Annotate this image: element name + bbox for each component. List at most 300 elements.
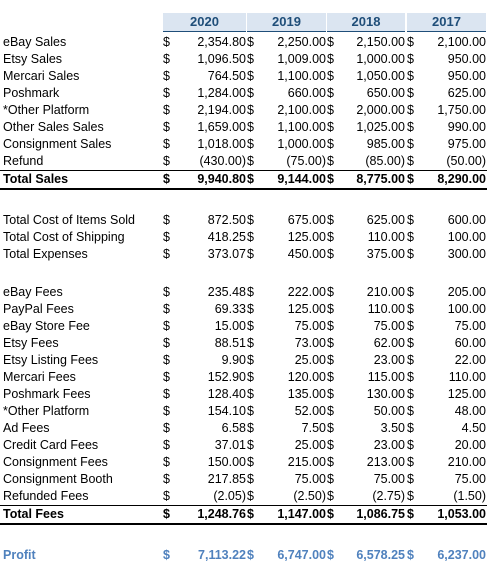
total-sales-row: [0, 171, 499, 188]
fee-row: [0, 437, 499, 454]
value-cell-2018: [327, 246, 405, 263]
total-fees-bottom-border: [0, 523, 487, 525]
currency-symbol: $: [327, 302, 334, 316]
row-label: Mercari Fees: [3, 370, 76, 384]
amount: 2,000.00: [356, 103, 405, 117]
amount: 25.00: [294, 353, 326, 367]
year-header-2017: 2017: [407, 13, 486, 32]
value-cell-2019: [247, 136, 326, 153]
sales-row: [0, 102, 499, 119]
amount: 6,578.25: [356, 548, 405, 562]
currency-symbol: $: [163, 103, 170, 117]
value-cell-2018: [327, 171, 405, 188]
sales-row: [0, 51, 499, 68]
currency-symbol: $: [163, 438, 170, 452]
currency-symbol: $: [407, 455, 414, 469]
amount: 8,775.00: [356, 172, 405, 186]
currency-symbol: $: [407, 52, 414, 66]
currency-symbol: $: [327, 230, 334, 244]
amount: 9,940.80: [197, 172, 246, 186]
row-label: *Other Platform: [3, 103, 90, 117]
row-label: eBay Store Fee: [3, 319, 90, 333]
row-label: Profit: [3, 548, 36, 562]
value-cell-2018: [327, 229, 405, 246]
amount: 150.00: [207, 455, 246, 469]
amount: 9.90: [221, 353, 246, 367]
amount: 152.90: [207, 370, 246, 384]
amount: 125.00: [287, 230, 326, 244]
value-cell-2017: [407, 212, 486, 229]
amount: 100.00: [447, 230, 486, 244]
value-cell-2018: [327, 369, 405, 386]
currency-symbol: $: [407, 213, 414, 227]
value-cell-2020: [163, 153, 246, 170]
fee-row: [0, 284, 499, 301]
amount: 300.00: [447, 247, 486, 261]
amount: 1,750.00: [437, 103, 486, 117]
value-cell-2017: [407, 85, 486, 102]
amount: 1,147.00: [277, 507, 326, 521]
row-label: Consignment Booth: [3, 472, 113, 486]
row-label: Total Fees: [3, 507, 64, 521]
value-cell-2018: [327, 318, 405, 335]
amount: 1,018.00: [197, 137, 246, 151]
amount: 210.00: [366, 285, 405, 299]
row-label: Consignment Fees: [3, 455, 108, 469]
value-cell-2019: [247, 85, 326, 102]
fee-row: [0, 369, 499, 386]
currency-symbol: $: [327, 137, 334, 151]
currency-symbol: $: [407, 438, 414, 452]
value-cell-2020: [163, 506, 246, 523]
value-cell-2019: [247, 437, 326, 454]
value-cell-2019: [247, 301, 326, 318]
value-cell-2020: [163, 420, 246, 437]
amount: (85.00): [365, 154, 405, 168]
currency-symbol: $: [247, 137, 254, 151]
currency-symbol: $: [247, 285, 254, 299]
amount: 764.50: [207, 69, 246, 83]
value-cell-2017: [407, 335, 486, 352]
amount: 6.58: [221, 421, 246, 435]
value-cell-2019: [247, 212, 326, 229]
value-cell-2017: [407, 369, 486, 386]
value-cell-2018: [327, 454, 405, 471]
row-label: eBay Fees: [3, 285, 63, 299]
currency-symbol: $: [247, 86, 254, 100]
currency-symbol: $: [247, 507, 254, 521]
amount: 48.00: [454, 404, 486, 418]
currency-symbol: $: [327, 548, 334, 562]
fee-row: [0, 488, 499, 505]
fee-row: [0, 420, 499, 437]
amount: 213.00: [366, 455, 405, 469]
currency-symbol: $: [247, 336, 254, 350]
amount: 130.00: [366, 387, 405, 401]
value-cell-2020: [163, 471, 246, 488]
amount: 625.00: [366, 213, 405, 227]
currency-symbol: $: [163, 336, 170, 350]
amount: 235.48: [207, 285, 246, 299]
row-label: Poshmark: [3, 86, 60, 100]
row-label: eBay Sales: [3, 35, 67, 49]
value-cell-2020: [163, 171, 246, 188]
currency-symbol: $: [163, 86, 170, 100]
row-label: Total Cost of Shipping: [3, 230, 125, 244]
amount: 2,150.00: [356, 35, 405, 49]
currency-symbol: $: [327, 154, 334, 168]
currency-symbol: $: [327, 387, 334, 401]
amount: 2,250.00: [277, 35, 326, 49]
value-cell-2020: [163, 547, 246, 564]
currency-symbol: $: [327, 247, 334, 261]
value-cell-2017: [407, 318, 486, 335]
amount: 8,290.00: [437, 172, 486, 186]
currency-symbol: $: [327, 421, 334, 435]
sales-row: [0, 119, 499, 136]
currency-symbol: $: [247, 438, 254, 452]
currency-symbol: $: [163, 421, 170, 435]
value-cell-2017: [407, 403, 486, 420]
value-cell-2019: [247, 318, 326, 335]
currency-symbol: $: [247, 230, 254, 244]
amount: (2.50): [293, 489, 326, 503]
row-label: Ad Fees: [3, 421, 50, 435]
currency-symbol: $: [163, 455, 170, 469]
amount: 9,144.00: [277, 172, 326, 186]
currency-symbol: $: [247, 103, 254, 117]
amount: 75.00: [454, 472, 486, 486]
fee-row: [0, 471, 499, 488]
amount: (75.00): [286, 154, 326, 168]
amount: 1,096.50: [197, 52, 246, 66]
amount: 6,237.00: [437, 548, 486, 562]
currency-symbol: $: [163, 387, 170, 401]
value-cell-2018: [327, 352, 405, 369]
amount: 1,009.00: [277, 52, 326, 66]
value-cell-2017: [407, 506, 486, 523]
amount: 75.00: [373, 472, 405, 486]
currency-symbol: $: [247, 489, 254, 503]
value-cell-2020: [163, 454, 246, 471]
amount: 950.00: [447, 52, 486, 66]
currency-symbol: $: [247, 353, 254, 367]
amount: 75.00: [454, 319, 486, 333]
value-cell-2017: [407, 454, 486, 471]
amount: 375.00: [366, 247, 405, 261]
value-cell-2017: [407, 153, 486, 170]
amount: 222.00: [287, 285, 326, 299]
currency-symbol: $: [163, 404, 170, 418]
amount: 100.00: [447, 302, 486, 316]
amount: (2.05): [213, 489, 246, 503]
currency-symbol: $: [327, 120, 334, 134]
value-cell-2019: [247, 229, 326, 246]
row-label: Etsy Sales: [3, 52, 63, 66]
value-cell-2020: [163, 335, 246, 352]
value-cell-2017: [407, 420, 486, 437]
fee-row: [0, 454, 499, 471]
amount: 650.00: [366, 86, 405, 100]
currency-symbol: $: [163, 137, 170, 151]
amount: 125.00: [287, 302, 326, 316]
currency-symbol: $: [247, 247, 254, 261]
value-cell-2017: [407, 301, 486, 318]
currency-symbol: $: [163, 172, 170, 186]
value-cell-2019: [247, 488, 326, 505]
amount: 418.25: [207, 230, 246, 244]
value-cell-2018: [327, 471, 405, 488]
currency-symbol: $: [163, 213, 170, 227]
sales-row: [0, 68, 499, 85]
fee-row: [0, 386, 499, 403]
amount: 675.00: [287, 213, 326, 227]
currency-symbol: $: [247, 404, 254, 418]
amount: (430.00): [199, 154, 246, 168]
amount: 120.00: [287, 370, 326, 384]
value-cell-2018: [327, 488, 405, 505]
currency-symbol: $: [407, 69, 414, 83]
value-cell-2018: [327, 68, 405, 85]
value-cell-2020: [163, 437, 246, 454]
amount: 373.07: [207, 247, 246, 261]
value-cell-2018: [327, 119, 405, 136]
value-cell-2020: [163, 386, 246, 403]
value-cell-2019: [247, 68, 326, 85]
value-cell-2019: [247, 386, 326, 403]
currency-symbol: $: [407, 86, 414, 100]
value-cell-2018: [327, 301, 405, 318]
sales-row: [0, 34, 499, 51]
amount: (50.00): [446, 154, 486, 168]
amount: 625.00: [447, 86, 486, 100]
amount: 128.40: [207, 387, 246, 401]
row-label: Consignment Sales: [3, 137, 112, 151]
amount: 62.00: [373, 336, 405, 350]
currency-symbol: $: [247, 302, 254, 316]
currency-symbol: $: [327, 455, 334, 469]
amount: 205.00: [447, 285, 486, 299]
value-cell-2018: [327, 420, 405, 437]
value-cell-2020: [163, 136, 246, 153]
value-cell-2019: [247, 246, 326, 263]
amount: 217.85: [207, 472, 246, 486]
amount: 115.00: [367, 370, 405, 384]
value-cell-2020: [163, 352, 246, 369]
amount: 22.00: [454, 353, 486, 367]
amount: 2,194.00: [197, 103, 246, 117]
fee-row: [0, 318, 499, 335]
amount: 2,100.00: [277, 103, 326, 117]
value-cell-2018: [327, 284, 405, 301]
currency-symbol: $: [247, 421, 254, 435]
value-cell-2017: [407, 51, 486, 68]
currency-symbol: $: [163, 548, 170, 562]
fee-row: [0, 403, 499, 420]
row-label: Refund: [3, 154, 44, 168]
value-cell-2018: [327, 386, 405, 403]
currency-symbol: $: [163, 35, 170, 49]
amount: 990.00: [447, 120, 486, 134]
value-cell-2020: [163, 51, 246, 68]
amount: 2,354.80: [197, 35, 246, 49]
amount: 50.00: [373, 404, 405, 418]
currency-symbol: $: [407, 285, 414, 299]
currency-symbol: $: [327, 52, 334, 66]
value-cell-2018: [327, 136, 405, 153]
sales-row: [0, 136, 499, 153]
row-label: PayPal Fees: [3, 302, 74, 316]
value-cell-2018: [327, 85, 405, 102]
currency-symbol: $: [407, 172, 414, 186]
amount: 985.00: [366, 137, 405, 151]
amount: 1,100.00: [277, 120, 326, 134]
currency-symbol: $: [247, 472, 254, 486]
value-cell-2018: [327, 335, 405, 352]
sales-row: [0, 85, 499, 102]
value-cell-2017: [407, 34, 486, 51]
amount: 215.00: [287, 455, 326, 469]
value-cell-2019: [247, 119, 326, 136]
amount: 1,248.76: [197, 507, 246, 521]
amount: 600.00: [447, 213, 486, 227]
currency-symbol: $: [163, 472, 170, 486]
amount: 7.50: [301, 421, 326, 435]
amount: 52.00: [294, 404, 326, 418]
currency-symbol: $: [407, 472, 414, 486]
currency-symbol: $: [407, 353, 414, 367]
amount: 1,000.00: [356, 52, 405, 66]
currency-symbol: $: [163, 154, 170, 168]
value-cell-2018: [327, 506, 405, 523]
amount: 23.00: [373, 438, 405, 452]
amount: 75.00: [294, 319, 326, 333]
value-cell-2020: [163, 212, 246, 229]
value-cell-2020: [163, 403, 246, 420]
value-cell-2019: [247, 547, 326, 564]
currency-symbol: $: [407, 247, 414, 261]
row-label: *Other Platform: [3, 404, 90, 418]
amount: 110.00: [367, 302, 405, 316]
amount: 25.00: [294, 438, 326, 452]
fee-row: [0, 301, 499, 318]
value-cell-2019: [247, 284, 326, 301]
currency-symbol: $: [407, 230, 414, 244]
currency-symbol: $: [407, 507, 414, 521]
currency-symbol: $: [327, 285, 334, 299]
year-header-2018: 2018: [327, 13, 405, 32]
value-cell-2019: [247, 34, 326, 51]
value-cell-2018: [327, 547, 405, 564]
currency-symbol: $: [407, 154, 414, 168]
currency-symbol: $: [163, 120, 170, 134]
amount: 450.00: [287, 247, 326, 261]
value-cell-2019: [247, 506, 326, 523]
value-cell-2018: [327, 102, 405, 119]
value-cell-2017: [407, 102, 486, 119]
currency-symbol: $: [247, 172, 254, 186]
value-cell-2020: [163, 229, 246, 246]
value-cell-2018: [327, 153, 405, 170]
currency-symbol: $: [407, 319, 414, 333]
value-cell-2017: [407, 246, 486, 263]
currency-symbol: $: [247, 154, 254, 168]
year-header-2019: 2019: [247, 13, 326, 32]
amount: (1.50): [453, 489, 486, 503]
amount: 75.00: [373, 319, 405, 333]
total-fees-row: [0, 506, 499, 523]
value-cell-2020: [163, 68, 246, 85]
amount: 135.00: [287, 387, 326, 401]
value-cell-2020: [163, 318, 246, 335]
value-cell-2017: [407, 488, 486, 505]
value-cell-2018: [327, 212, 405, 229]
currency-symbol: $: [327, 172, 334, 186]
currency-symbol: $: [407, 489, 414, 503]
currency-symbol: $: [407, 120, 414, 134]
value-cell-2017: [407, 136, 486, 153]
amount: 23.00: [373, 353, 405, 367]
amount: (2.75): [372, 489, 405, 503]
total-sales-bottom-border: [0, 188, 487, 190]
currency-symbol: $: [327, 336, 334, 350]
amount: 154.10: [207, 404, 246, 418]
currency-symbol: $: [163, 285, 170, 299]
value-cell-2019: [247, 335, 326, 352]
value-cell-2018: [327, 51, 405, 68]
cost-row: [0, 229, 499, 246]
currency-symbol: $: [327, 370, 334, 384]
currency-symbol: $: [163, 370, 170, 384]
value-cell-2019: [247, 102, 326, 119]
value-cell-2019: [247, 369, 326, 386]
value-cell-2017: [407, 437, 486, 454]
amount: 1,086.75: [356, 507, 405, 521]
amount: 1,025.00: [356, 120, 405, 134]
currency-symbol: $: [407, 421, 414, 435]
amount: 2,100.00: [437, 35, 486, 49]
currency-symbol: $: [327, 319, 334, 333]
amount: 1,050.00: [356, 69, 405, 83]
amount: 110.00: [448, 370, 486, 384]
value-cell-2017: [407, 547, 486, 564]
currency-symbol: $: [327, 353, 334, 367]
amount: 15.00: [214, 319, 246, 333]
currency-symbol: $: [163, 52, 170, 66]
currency-symbol: $: [247, 213, 254, 227]
currency-symbol: $: [407, 137, 414, 151]
value-cell-2017: [407, 352, 486, 369]
row-label: Refunded Fees: [3, 489, 89, 503]
currency-symbol: $: [247, 69, 254, 83]
currency-symbol: $: [407, 35, 414, 49]
value-cell-2020: [163, 284, 246, 301]
row-label: Etsy Listing Fees: [3, 353, 99, 367]
currency-symbol: $: [327, 489, 334, 503]
currency-symbol: $: [407, 103, 414, 117]
currency-symbol: $: [247, 455, 254, 469]
value-cell-2017: [407, 386, 486, 403]
currency-symbol: $: [247, 120, 254, 134]
amount: 75.00: [294, 472, 326, 486]
currency-symbol: $: [163, 69, 170, 83]
currency-symbol: $: [327, 472, 334, 486]
amount: 125.00: [447, 387, 486, 401]
currency-symbol: $: [327, 103, 334, 117]
currency-symbol: $: [163, 230, 170, 244]
value-cell-2019: [247, 471, 326, 488]
value-cell-2018: [327, 437, 405, 454]
